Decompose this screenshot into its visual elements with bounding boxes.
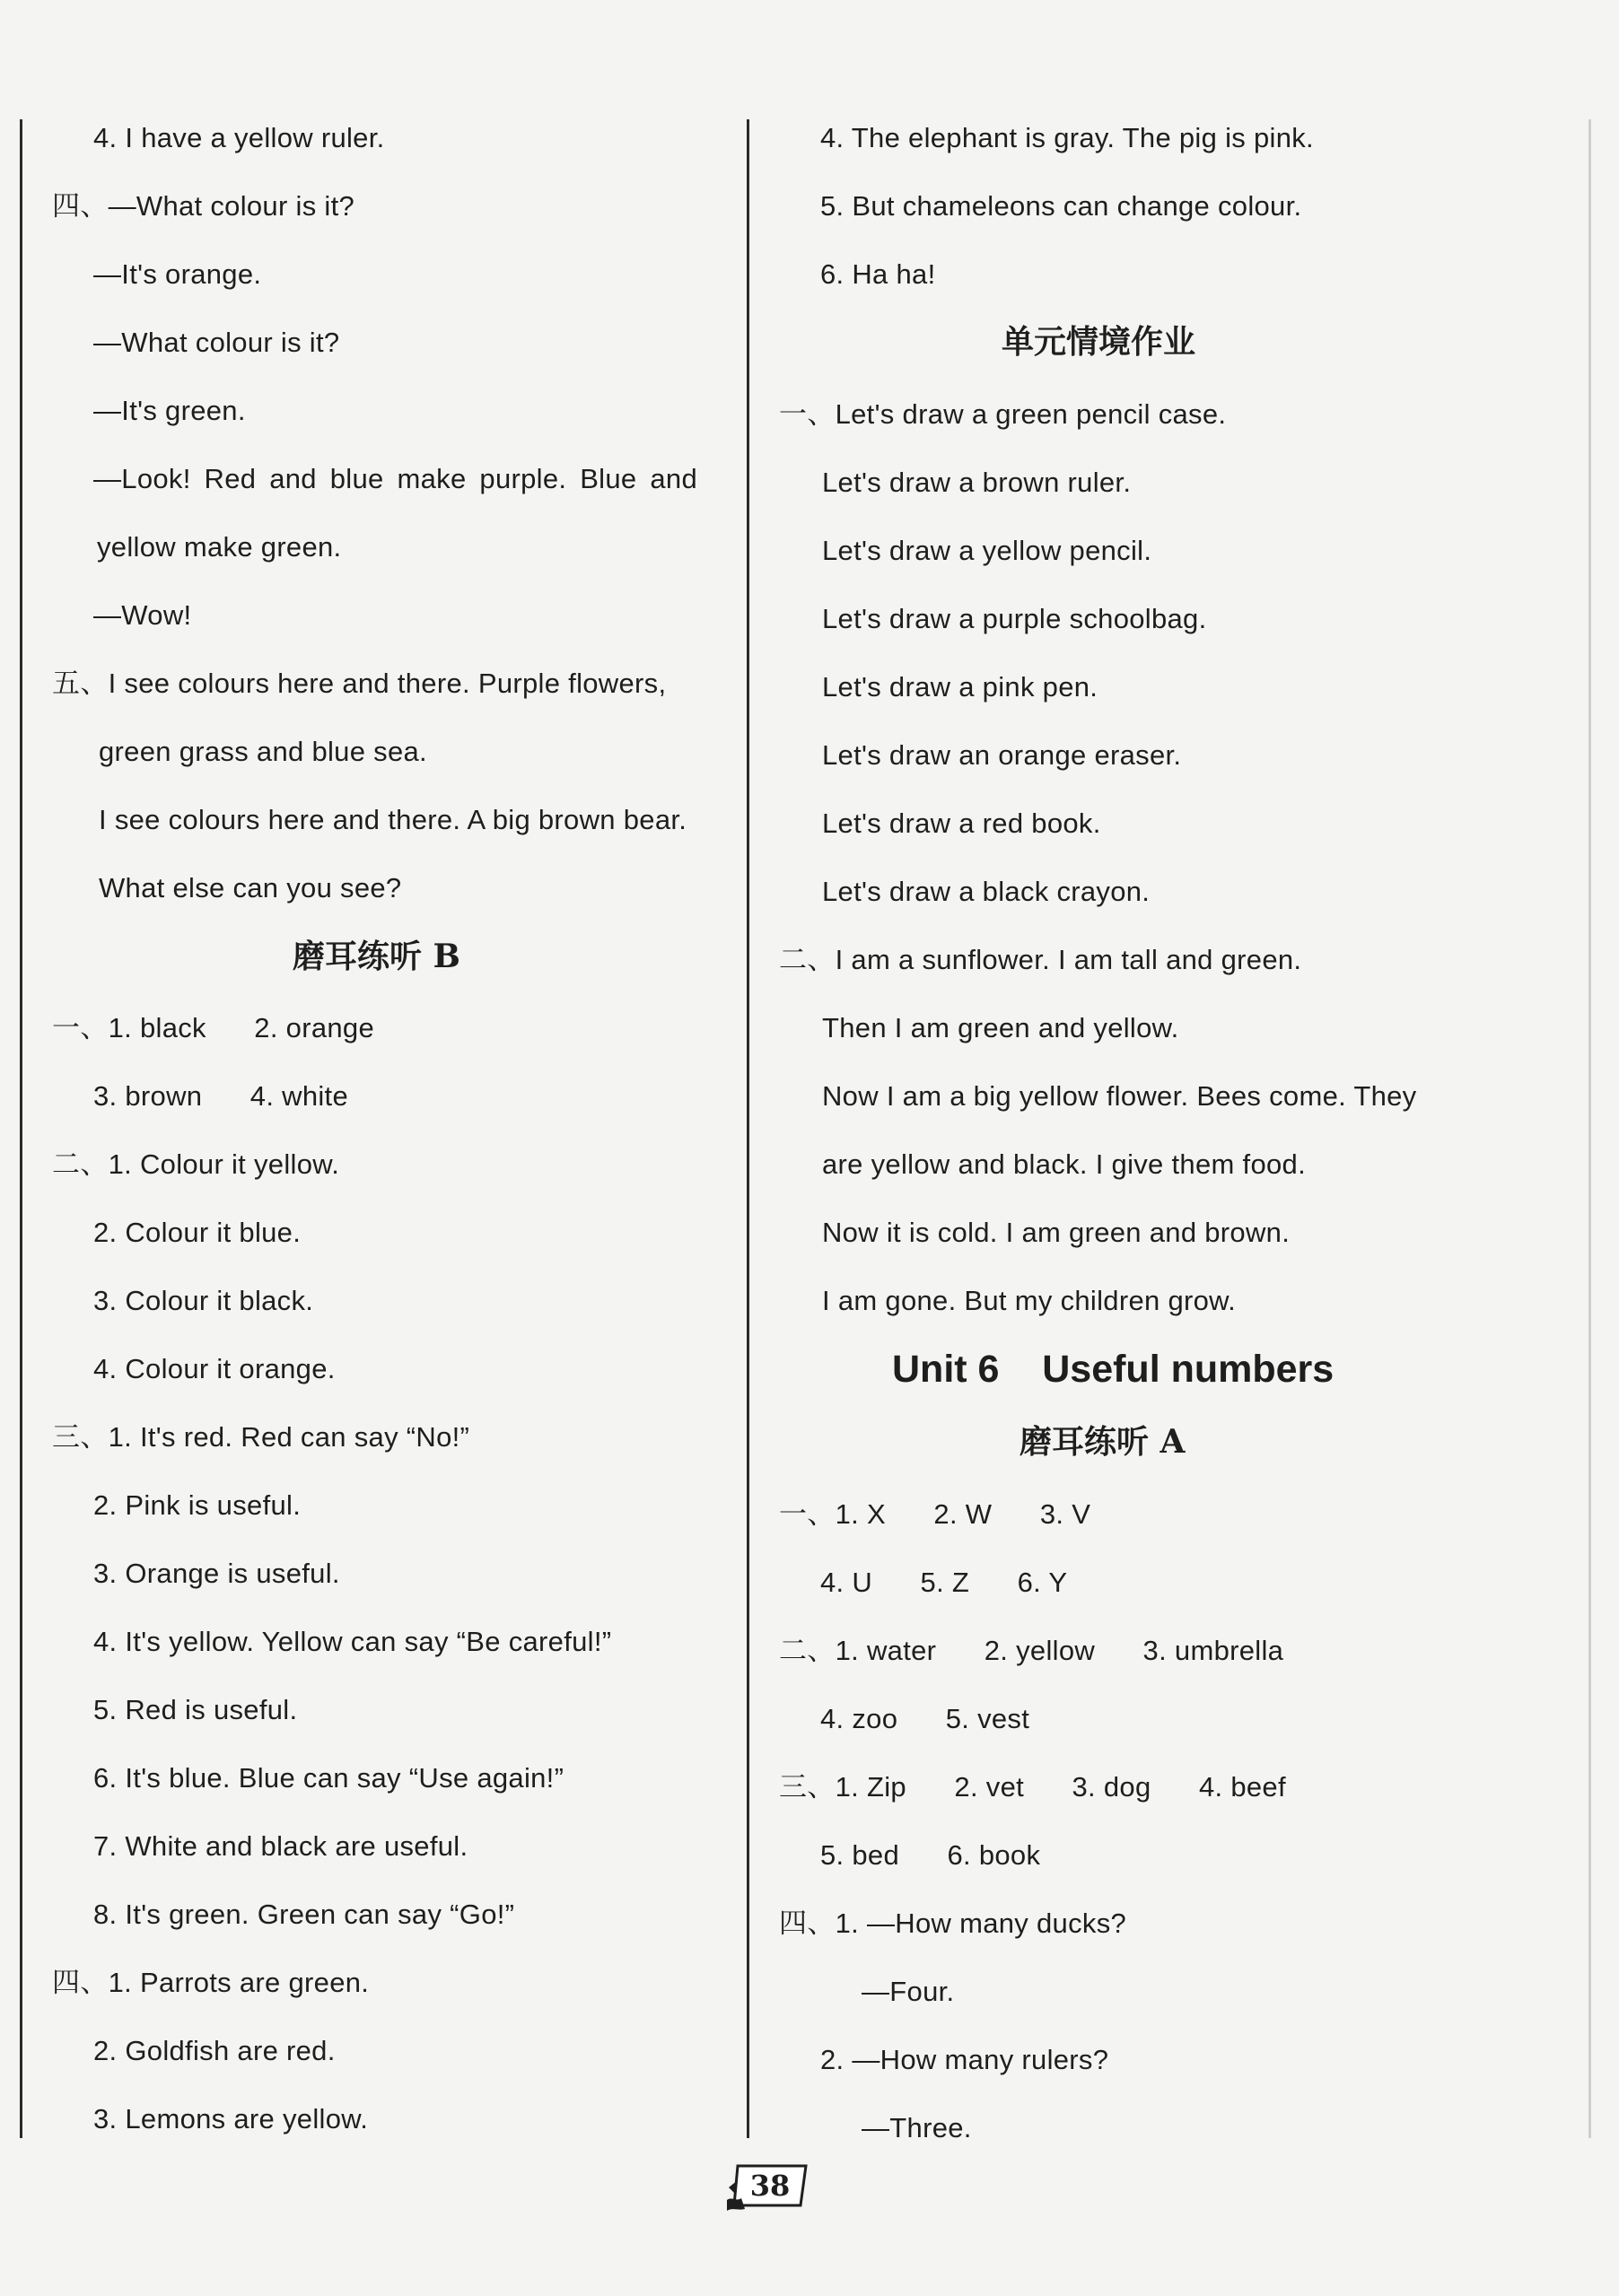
answer-line: 4. zoo 5. vest (820, 1703, 1030, 1734)
answer-line: —Four. (862, 1976, 955, 2007)
answer-line: 一、1. black 2. orange (52, 1012, 375, 1043)
answer-line: Let's draw a yellow pencil. (822, 535, 1152, 566)
answer-line: 二、I am a sunflower. I am tall and green. (779, 944, 1302, 975)
answer-line: 6. Ha ha! (820, 258, 936, 290)
answer-line: 4. I have a yellow ruler. (93, 122, 385, 153)
answer-line: —Three. (862, 2112, 972, 2143)
answer-line: 二、1. water 2. yellow 3. umbrella (779, 1635, 1284, 1666)
answer-line: —It's orange. (93, 258, 262, 290)
answer-line: Let's draw a purple schoolbag. (822, 603, 1207, 634)
answer-line: 6. It's blue. Blue can say “Use again!” (93, 1762, 564, 1794)
answer-line: Now it is cold. I am green and brown. (822, 1217, 1291, 1248)
answer-line: 三、1. It's red. Red can say “No!” (52, 1421, 470, 1453)
answer-line: 4. It's yellow. Yellow can say “Be careful!” (93, 1626, 612, 1657)
answer-line: Let's draw a brown ruler. (822, 467, 1132, 498)
answer-line: 五、I see colours here and there. Purple flowers, (52, 668, 667, 699)
answer-line: 2. Goldfish are red. (93, 2035, 336, 2066)
answer-line: 5. But chameleons can change colour. (820, 190, 1302, 222)
answer-line: —Wow! (93, 599, 192, 631)
answer-line: I am gone. But my children grow. (822, 1285, 1237, 1316)
answer-line: 3. Lemons are yellow. (93, 2103, 369, 2134)
left-margin-rule (20, 119, 22, 2138)
answer-line: 四、1. —How many ducks? (779, 1908, 1127, 1939)
answer-line: 2. —How many rulers? (820, 2044, 1109, 2075)
answer-line: —It's green. (93, 395, 246, 426)
right-margin-rule (1588, 119, 1591, 2138)
answer-line: —Look! Red and blue make purple. Blue and (93, 463, 697, 494)
answer-line: Let's draw a black crayon. (822, 876, 1151, 907)
answer-line: What else can you see? (99, 872, 402, 904)
answer-line: 7. White and black are useful. (93, 1830, 468, 1862)
answer-line: 三、1. Zip 2. vet 3. dog 4. beef (779, 1771, 1286, 1803)
answer-line: 3. Colour it black. (93, 1285, 314, 1316)
section-heading: 磨耳练听 A (1020, 1423, 1186, 1461)
answer-line: 一、Let's draw a green pencil case. (779, 398, 1227, 430)
answer-line: 5. Red is useful. (93, 1694, 298, 1725)
answer-line: 2. Pink is useful. (93, 1489, 302, 1521)
answer-line: Let's draw a red book. (822, 808, 1101, 839)
answer-line: 8. It's green. Green can say “Go!” (93, 1899, 515, 1930)
answer-line: are yellow and black. I give them food. (822, 1148, 1306, 1180)
answer-line: 4. The elephant is gray. The pig is pink. (820, 122, 1314, 153)
answer-line: yellow make green. (97, 531, 342, 563)
answer-line: 一、1. X 2. W 3. V (779, 1498, 1091, 1530)
page-number: 38 (749, 2169, 791, 2203)
answer-line: I see colours here and there. A big brown bear. (99, 804, 687, 835)
answer-line: Let's draw an orange eraser. (822, 739, 1182, 771)
answer-line: Then I am green and yellow. (822, 1012, 1179, 1043)
section-heading: 单元情境作业 (1002, 323, 1196, 361)
answer-line: 3. brown 4. white (93, 1080, 349, 1112)
answer-line: —What colour is it? (93, 327, 340, 358)
answer-line: green grass and blue sea. (99, 736, 427, 767)
answer-line: 5. bed 6. book (820, 1839, 1041, 1871)
section-heading: 磨耳练听 B (293, 938, 460, 975)
answer-line: 二、1. Colour it yellow. (52, 1148, 340, 1180)
answer-line: Now I am a big yellow flower. Bees come. They (822, 1080, 1417, 1112)
unit-title: Unit 6 Useful numbers (892, 1348, 1335, 1391)
answer-line: 3. Orange is useful. (93, 1558, 340, 1589)
answer-line: 四、—What colour is it? (52, 190, 355, 222)
answer-line: Let's draw a pink pen. (822, 671, 1098, 703)
answer-line: 4. U 5. Z 6. Y (820, 1567, 1068, 1598)
answer-line: 4. Colour it orange. (93, 1353, 336, 1384)
answer-line: 四、1. Parrots are green. (52, 1967, 370, 1998)
column-divider (747, 119, 749, 2138)
answer-line: 2. Colour it blue. (93, 1217, 302, 1248)
